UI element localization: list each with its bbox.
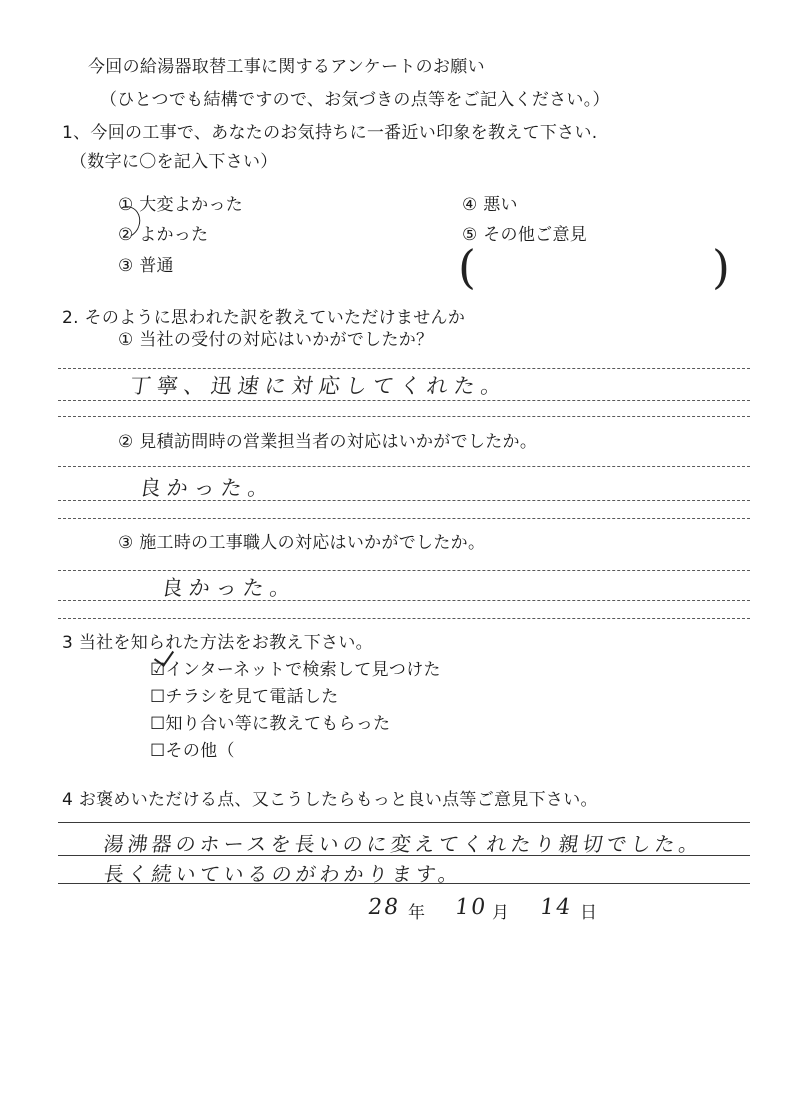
date-day-label: 日 (580, 903, 598, 923)
answer-line (58, 822, 750, 823)
q2-sub3: ③ 施工時の工事職人の対応はいかがでしたか。 (118, 533, 486, 553)
q2-answer3-handwritten: 良かった。 (160, 576, 299, 600)
survey-title: 今回の給湯器取替工事に関するアンケートのお願い (88, 57, 485, 77)
answer-line (58, 600, 750, 601)
answer-line (58, 416, 750, 417)
answer-line (58, 570, 750, 571)
q3-question: 3 当社を知られた方法をお教え下さい。 (62, 633, 373, 653)
answer-line (58, 466, 750, 467)
q1-option-1[interactable]: ① 大変よかった (118, 195, 244, 215)
q3-option-acquaintance[interactable]: ☐知り合い等に教えてもらった (150, 714, 391, 734)
q2-answer1-handwritten: 丁寧、迅速に対応してくれた。 (128, 374, 510, 398)
date-day: 14 (538, 895, 574, 920)
q2-question: 2. そのように思われた訳を教えていただけませんか (62, 308, 466, 328)
q1-option-4[interactable]: ④ 悪い (462, 195, 518, 215)
answer-line (58, 500, 750, 501)
q3-option-internet[interactable]: ☑インターネットで検索して見つけた (150, 660, 441, 680)
q1-bracket-open: ( (458, 240, 476, 294)
q1-question: 1、今回の工事で、あなたのお気持ちに一番近い印象を教えて下さい. (62, 123, 598, 143)
q3-option-flyer[interactable]: ☐チラシを見て電話した (150, 687, 339, 707)
q2-answer2-handwritten: 良かった。 (138, 476, 277, 500)
answer-line (58, 618, 750, 619)
q2-sub1: ① 当社の受付の対応はいかがでしたか？ (118, 330, 434, 350)
q3-option-other[interactable]: ☐その他（ (150, 741, 235, 761)
answer-line (58, 400, 750, 401)
q2-sub2: ② 見積訪問時の営業担当者の対応はいかがでしたか。 (118, 432, 538, 452)
q1-option-2[interactable]: ② よかった (118, 225, 209, 245)
q4-answer-line1-handwritten: 湯沸器のホースを長いのに変えてくれたり親切でした。 (102, 832, 705, 856)
q4-answer-line2-handwritten: 長く続いているのがわかります。 (102, 862, 464, 886)
date-year-label: 年 (408, 903, 426, 923)
q1-bracket-close: ) (712, 240, 730, 294)
answer-line (58, 883, 750, 884)
survey-subtitle: （ひとつでも結構ですので、お気づきの点等をご記入ください。） (100, 90, 610, 110)
q1-option-3[interactable]: ③ 普通 (118, 256, 174, 276)
answer-line (58, 518, 750, 519)
date-year: 28 (366, 895, 402, 920)
answer-line (58, 368, 750, 369)
date-month: 10 (453, 895, 489, 920)
answer-line (58, 855, 750, 856)
q4-question: 4 お褒めいただける点、又こうしたらもっと良い点等ご意見下さい。 (62, 790, 598, 810)
q1-instruction: （数字に〇を記入下さい） (70, 152, 278, 172)
date-month-label: 月 (492, 903, 510, 923)
q1-option-5[interactable]: ⑤ その他ご意見 (462, 225, 588, 245)
